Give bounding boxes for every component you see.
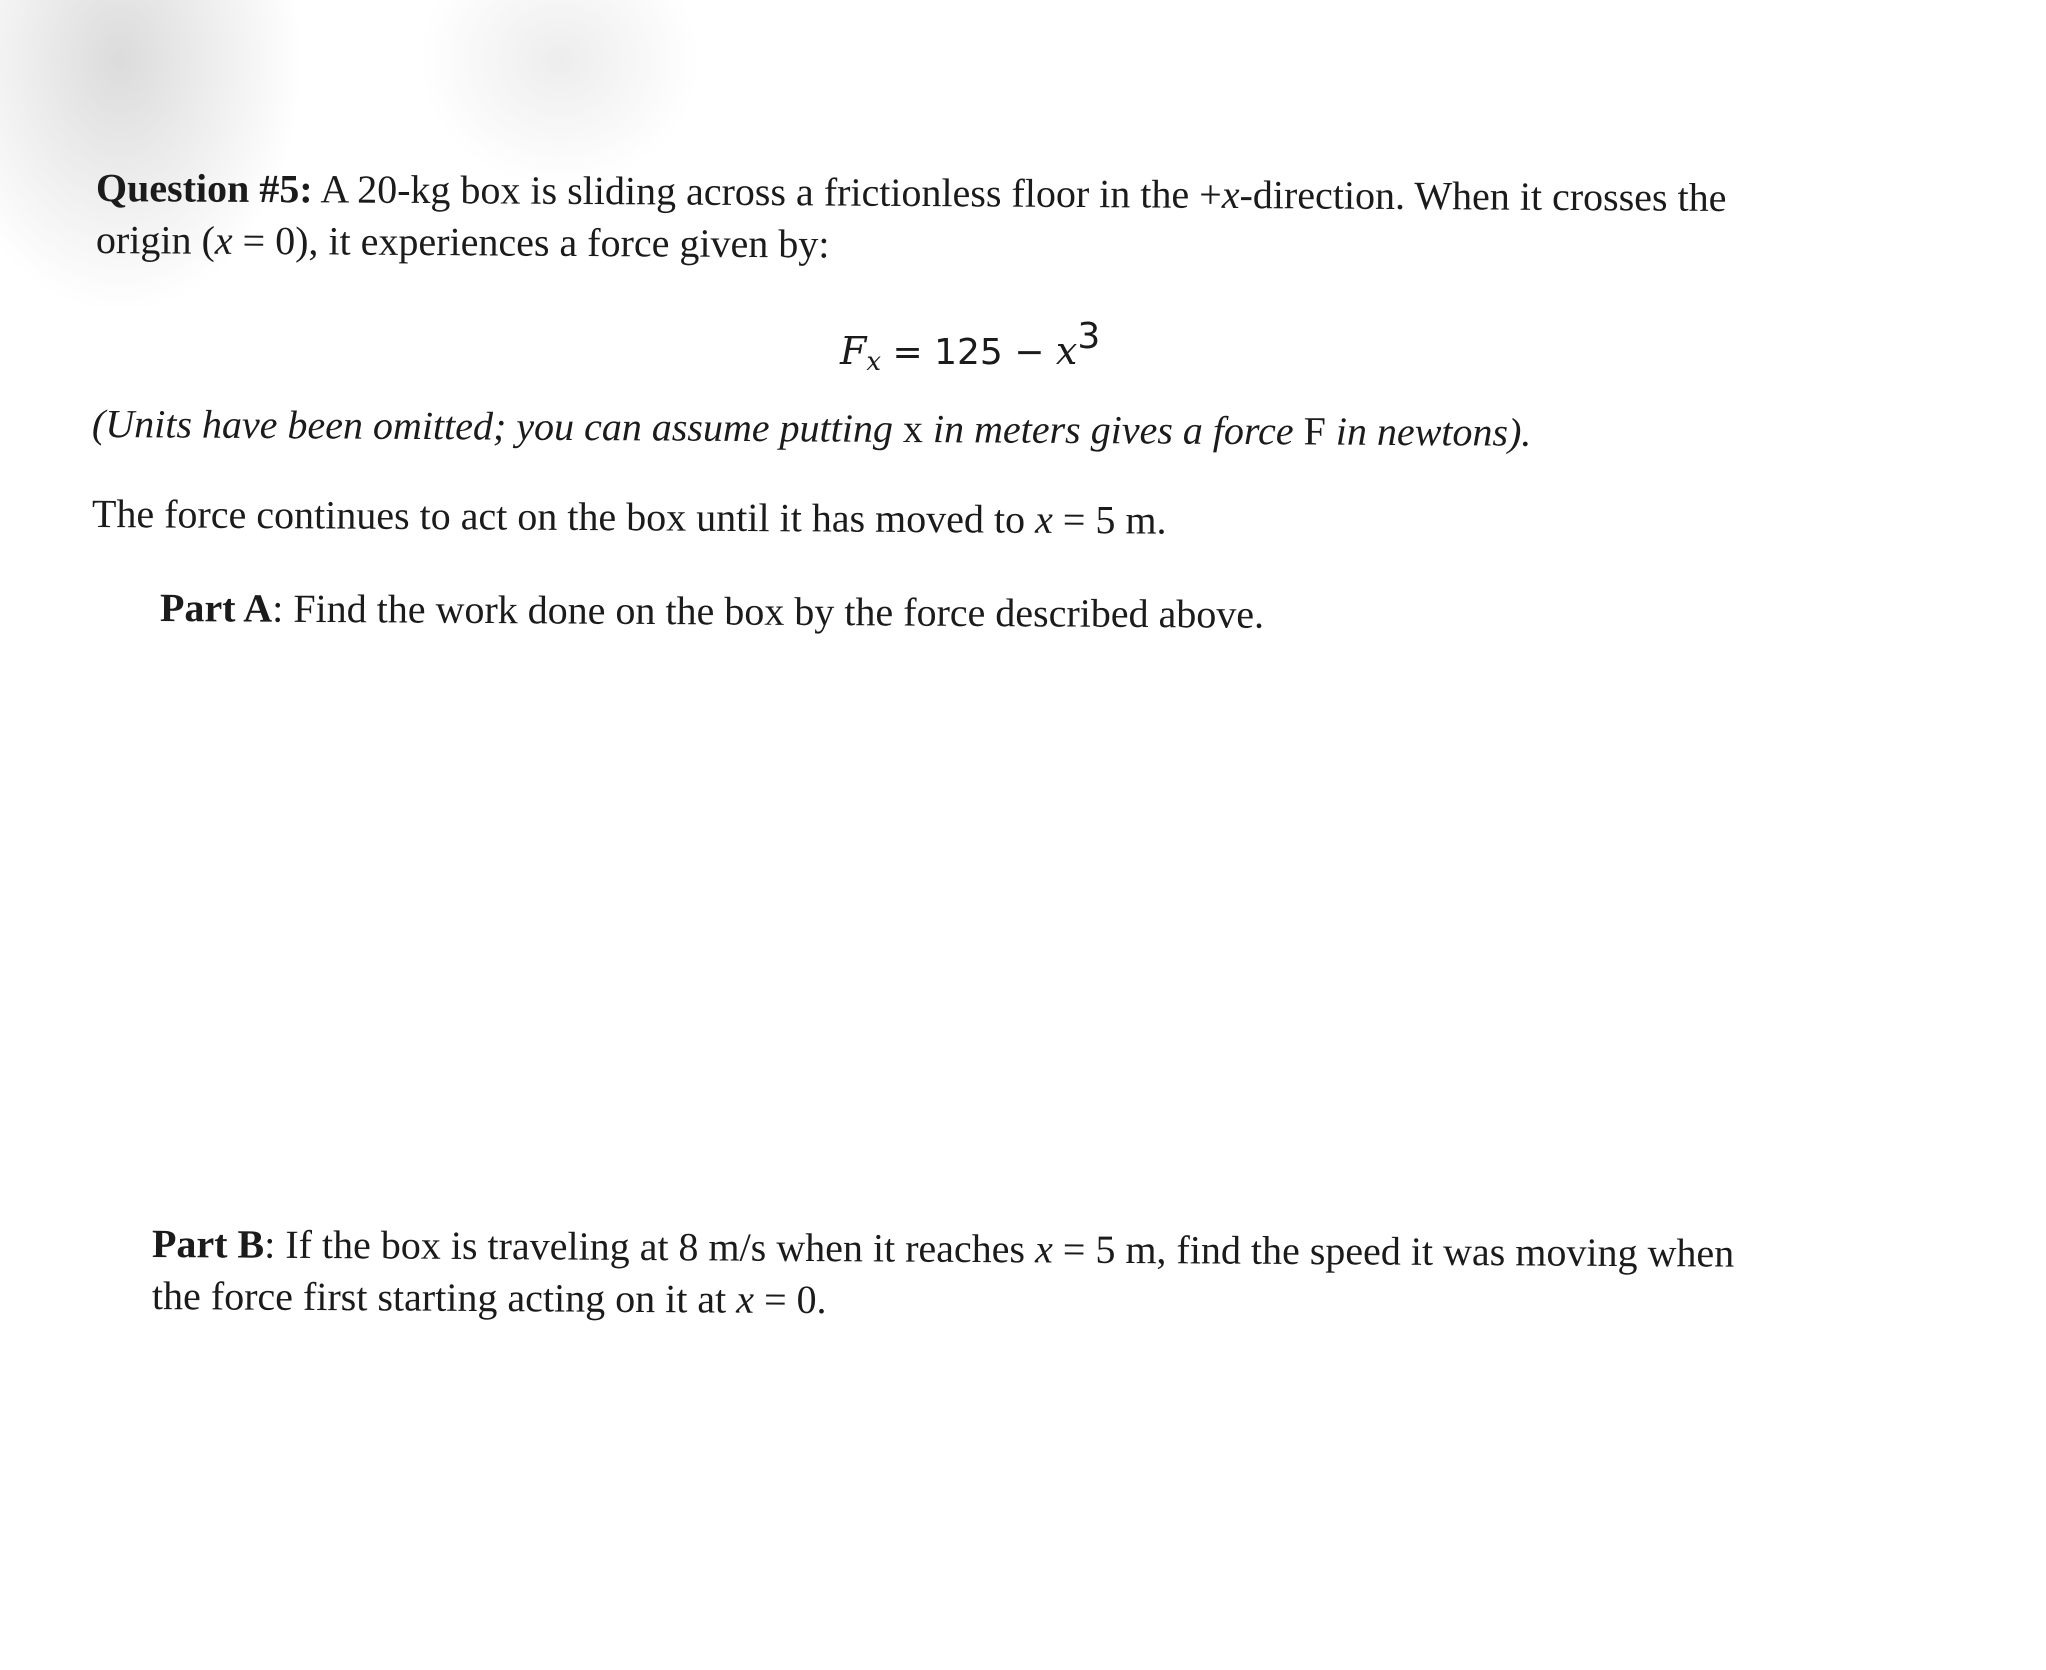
- question-text: = 0), it experiences a force given by:: [232, 217, 830, 267]
- question-line-1: [96, 164, 1727, 222]
- units-text: (Units have been omitted; you can assume putting: [91, 401, 904, 451]
- equation-constant: 125: [934, 332, 1003, 373]
- part-a-label: Part A: [159, 585, 273, 631]
- units-x: x: [902, 405, 924, 452]
- part-a-text: : Find the work done on the box by the force described above.: [272, 585, 1265, 637]
- part-b-label: Part B: [151, 1221, 265, 1267]
- units-F: F: [1303, 408, 1326, 454]
- equation-exponent: 3: [1077, 316, 1101, 357]
- force-subscript: x: [866, 347, 882, 377]
- force-symbol: F: [840, 329, 867, 373]
- question-label: Question #5:: [95, 165, 313, 212]
- part-b-text: = 5 m, find the speed it was moving when: [1052, 1226, 1735, 1276]
- variable-x: x: [1034, 496, 1053, 542]
- variable-x: x: [1034, 1226, 1053, 1272]
- units-note: [92, 400, 1532, 457]
- equation-variable: x: [1055, 329, 1078, 373]
- equals-sign: =: [881, 332, 935, 373]
- continuation-end: = 5 m.: [1052, 496, 1167, 543]
- units-text: in newtons).: [1325, 408, 1532, 455]
- variable-x: x: [214, 217, 233, 263]
- variable-x: x: [736, 1276, 755, 1322]
- part-b-line-1: [152, 1220, 1734, 1278]
- part-a: [160, 584, 1264, 639]
- question-text: origin (: [95, 217, 216, 263]
- question-line-2: [96, 216, 830, 268]
- part-b-text: = 0.: [753, 1276, 827, 1323]
- part-b-text: : If the box is traveling at 8 m/s when it reaches: [264, 1221, 1036, 1272]
- question-text: A 20-kg box is sliding across a frictionless floor in the +: [312, 166, 1222, 217]
- part-b-text: the force first starting acting on it at: [151, 1273, 737, 1322]
- units-text: in meters gives a force: [922, 406, 1304, 454]
- variable-x: x: [1221, 171, 1240, 217]
- continuation-start: The force continues to act on the box until it has moved to: [91, 491, 1036, 542]
- continuation-text: [92, 490, 1167, 545]
- minus-sign: −: [1002, 332, 1056, 373]
- question-text: -direction. When it crosses the: [1239, 171, 1727, 220]
- force-equation: [840, 312, 1100, 387]
- part-b-line-2: [152, 1272, 827, 1324]
